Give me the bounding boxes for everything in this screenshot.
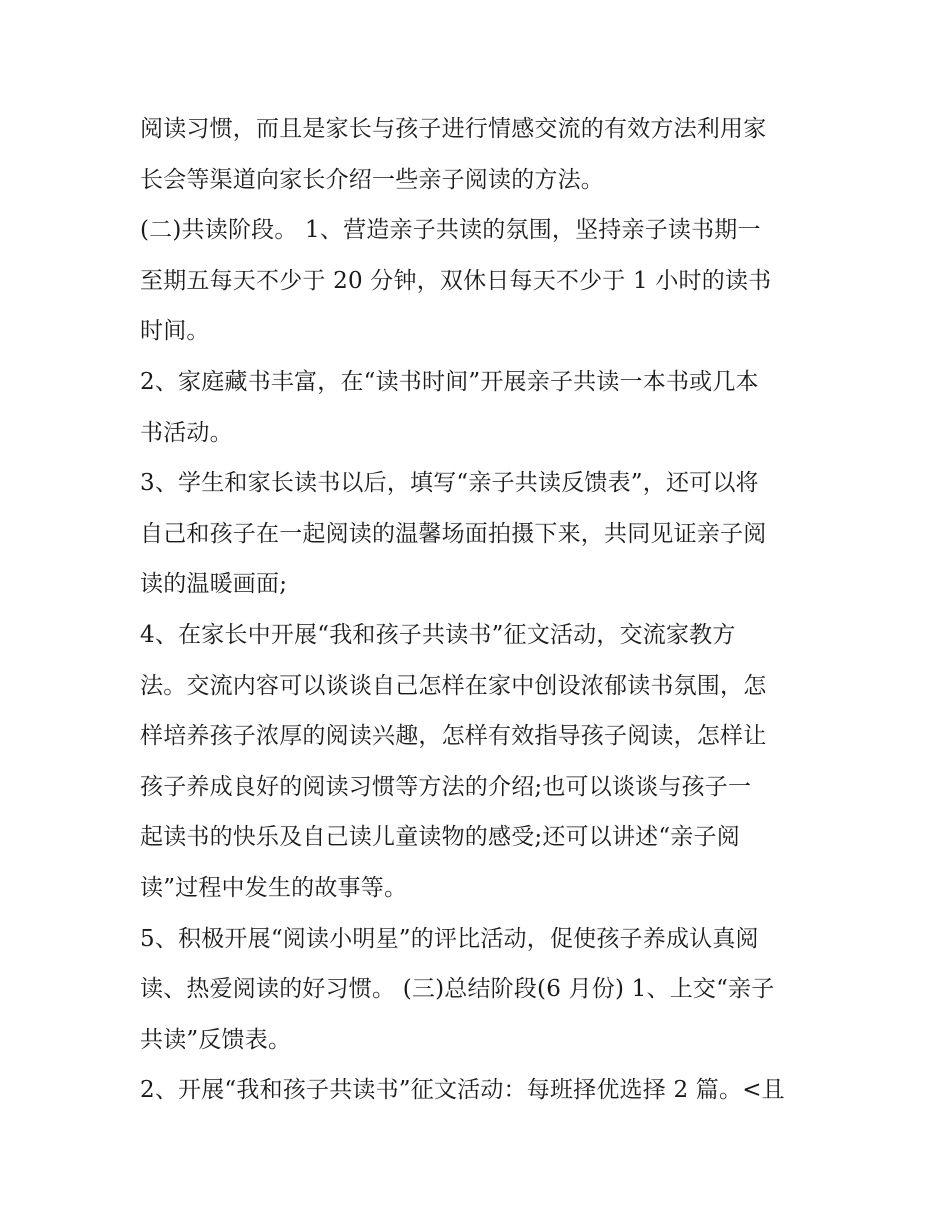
text-line: 至期五每天不少于 20 分钟，双休日每天不少于 1 小时的读书 [140, 267, 772, 294]
text-line: 读的温暖画面; [140, 571, 288, 598]
text-line: 自己和孩子在一起阅读的温馨场面拍摄下来，共同见证亲子阅 [140, 520, 767, 547]
text-line: 3、学生和家长读书以后，填写“亲子共读反馈表”，还可以将 [140, 470, 759, 497]
text-line: 样培养孩子浓厚的阅读兴趣，怎样有效指导孩子阅读，怎样让 [140, 723, 767, 750]
text-line: 4、在家长中开展“我和孩子共读书”征文活动，交流家教方 [140, 621, 736, 648]
text-line: 5、积极开展“阅读小明星”的评比活动，促使孩子养成认真阅 [140, 925, 759, 952]
text-line: 读、热爱阅读的好习惯。 (三)总结阶段(6 月份) 1、上交“亲子 [140, 976, 775, 1003]
text-line: 起读书的快乐及自己读儿童读物的感受;还可以讲述“亲子阅 [140, 824, 740, 851]
document-body [140, 104, 820, 1116]
text-line: (二)共读阶段。 1、营造亲子共读的氛围，坚持亲子读书期一 [140, 217, 761, 244]
text-line: 长会等渠道向家长介绍一些亲子阅读的方法。 [140, 166, 604, 193]
text-line: 书活动。 [140, 419, 233, 446]
text-line: 孩子养成良好的阅读习惯等方法的介绍;也可以谈谈与孩子一 [140, 773, 752, 800]
text-line: 法。交流内容可以谈谈自己怎样在家中创设浓郁读书氛围，怎 [140, 672, 767, 699]
text-line: 读”过程中发生的故事等。 [140, 874, 408, 901]
text-line: 2、家庭藏书丰富，在“读书时间”开展亲子共读一本书或几本 [140, 368, 759, 395]
text-line: 阅读习惯，而且是家长与孩子进行情感交流的有效方法利用家 [140, 116, 767, 142]
text-line: 2、开展“我和孩子共读书”征文活动：每班择优选择 2 篇。<且 [140, 1077, 785, 1104]
text-line: 时间。 [140, 318, 210, 345]
text-line: 共读”反馈表。 [140, 1026, 292, 1053]
